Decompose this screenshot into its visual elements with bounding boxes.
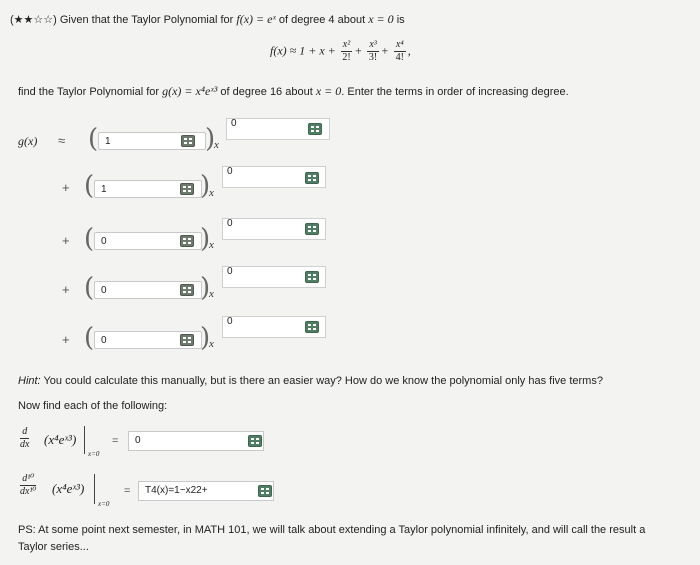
plus-sign: + [62, 332, 70, 347]
open-paren: ( [84, 171, 95, 201]
coefficient-input-3[interactable]: 0 [94, 232, 202, 250]
math-palette-icon[interactable] [305, 321, 319, 333]
f-definition: f(x) = eˣ [236, 12, 276, 26]
derivative-10-operator: $\frac{\text{d¹⁰}}{\text{dx¹⁰}}$ [20, 473, 37, 497]
question-line-task [18, 84, 569, 99]
term3-fraction [367, 40, 378, 63]
close-paren: ) [200, 323, 211, 353]
approx-sign: ≈ [58, 133, 66, 148]
term4-den: 4! [395, 52, 404, 63]
close-paren: ) [200, 224, 211, 254]
variable-x: x [209, 187, 214, 199]
coefficient-input-4[interactable]: 0 [94, 281, 202, 299]
term2-num: x² [342, 39, 351, 50]
plus-sign: + [62, 233, 70, 248]
exponent-input-1[interactable]: 0 [226, 118, 330, 140]
derivative-answer-input-1[interactable]: 0 [128, 431, 264, 451]
exponent-input-4[interactable]: 0 [222, 266, 326, 288]
task-prefix: find the Taylor Polynomial for [18, 86, 160, 98]
eval-bar [94, 474, 95, 504]
open-paren: ( [84, 273, 95, 303]
term3-den: 3! [368, 52, 378, 63]
eval-point: x=0 [88, 450, 100, 458]
coefficient-input-1[interactable]: 1 [98, 132, 206, 150]
x-equals-zero-2: x = 0 [315, 84, 342, 98]
math-palette-icon[interactable] [180, 183, 194, 195]
math-palette-icon[interactable] [180, 235, 194, 247]
coefficient-input-2[interactable]: 1 [94, 180, 202, 198]
eval-point: x=0 [98, 500, 110, 508]
open-paren: ( [88, 124, 99, 154]
hint-text [18, 375, 603, 387]
plus-sign: + [62, 180, 70, 195]
taylor-approx-formula: f(x) ≈ 1 + x + $\frac{\text{x²}}{2!}$ + $\frac{\text{x³}}{3!}$ + $\frac{\text{x⁴}}{4!}$ , [270, 39, 411, 63]
x-equals-zero: x = 0 [368, 12, 394, 26]
derivative-10-expression: (x⁴eˣ³) [52, 481, 85, 496]
term3-num: x³ [369, 39, 377, 50]
g-definition: g(x) = x⁴eˣ³ [162, 84, 218, 98]
difficulty-stars: (★★☆☆) [10, 14, 57, 26]
coefficient-input-5[interactable]: 0 [94, 331, 202, 349]
math-palette-icon[interactable] [248, 435, 262, 447]
term4-fraction [394, 40, 406, 63]
ps-note-line-1: PS: At some point next semester, in MATH 101, we will talk about extending a Taylor polynomial infinitely, and will call the result a [18, 524, 646, 536]
math-palette-icon[interactable] [305, 271, 319, 283]
question-line-1 [10, 12, 405, 27]
exponent-input-3[interactable]: 0 [222, 218, 326, 240]
equals-sign: = [112, 435, 119, 447]
approx-lhs: f(x) ≈ 1 + x + [270, 43, 336, 58]
plus-sign: + [62, 282, 70, 297]
math-palette-icon[interactable] [181, 135, 195, 147]
variable-x: x [214, 139, 219, 151]
variable-x: x [209, 288, 214, 300]
math-palette-icon[interactable] [180, 334, 194, 346]
derivative-operator: $\frac{d}{dx}$ [20, 426, 30, 450]
exponent-input-5[interactable]: 0 [222, 316, 326, 338]
derivative-answer-input-2[interactable]: T4(x)=1−x22+ [138, 481, 274, 501]
is-word: is [396, 14, 405, 26]
close-paren: ) [200, 273, 211, 303]
now-find-text: Now find each of the following: [18, 400, 168, 412]
derivative-expression: (x⁴eˣ³) [44, 432, 77, 447]
open-paren: ( [84, 224, 95, 254]
intro-text: Given that the Taylor Polynomial for [59, 14, 234, 26]
g-label: g(x) [18, 134, 38, 148]
term2-fraction [341, 40, 352, 63]
task-mid: of degree 16 about [220, 86, 313, 98]
eval-bar [84, 426, 85, 454]
close-paren: ) [200, 171, 211, 201]
math-palette-icon[interactable] [305, 172, 319, 184]
hint-label: Hint: [18, 375, 41, 387]
math-palette-icon[interactable] [308, 123, 322, 135]
variable-x: x [209, 338, 214, 350]
open-paren: ( [84, 323, 95, 353]
math-palette-icon[interactable] [180, 284, 194, 296]
exponent-input-2[interactable]: 0 [222, 166, 326, 188]
term2-den: 2! [342, 52, 351, 63]
ps-note-line-2: Taylor series... [18, 541, 89, 553]
intro-suffix: of degree 4 about [278, 14, 366, 26]
task-suffix: . Enter the terms in order of increasing degree. [341, 86, 569, 98]
math-palette-icon[interactable] [305, 223, 319, 235]
term4-num: x⁴ [395, 39, 404, 50]
math-palette-icon[interactable] [258, 485, 272, 497]
close-paren: ) [205, 124, 216, 154]
hint-body: You could calculate this manually, but is there an easier way? How do we know the polynomial only has five terms? [43, 375, 603, 387]
variable-x: x [209, 239, 214, 251]
equals-sign: = [124, 485, 131, 497]
